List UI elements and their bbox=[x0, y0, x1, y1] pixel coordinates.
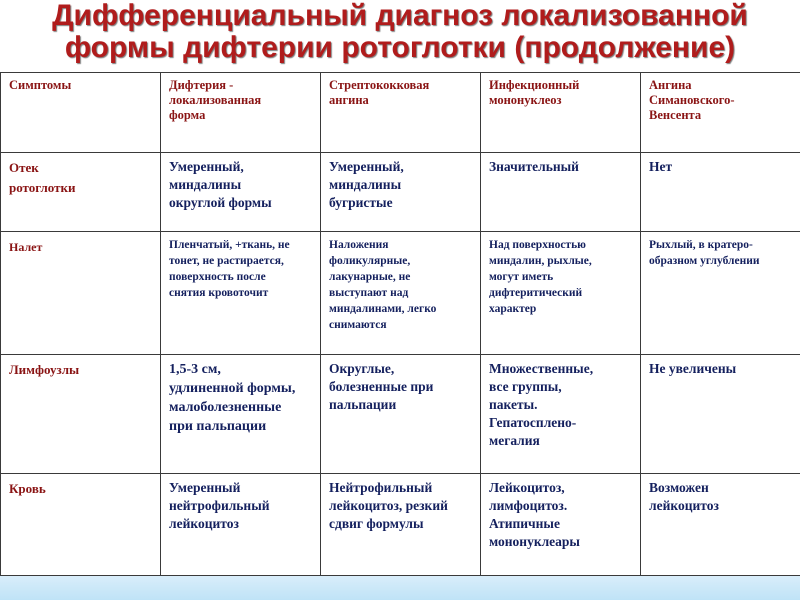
header-text: Симановского- bbox=[649, 93, 735, 107]
cell-text: мононуклеары bbox=[489, 534, 580, 549]
cell-text: снимаются bbox=[329, 319, 387, 331]
title-line-1: Дифференциальный диагноз локализованной bbox=[52, 0, 748, 32]
table-cell bbox=[161, 474, 321, 576]
table-row-lymph-nodes bbox=[1, 355, 800, 474]
cell-text: нейтрофильный bbox=[169, 498, 270, 513]
cell-text: лейкоцитоз bbox=[169, 516, 239, 531]
header-text: Инфекционный bbox=[489, 78, 580, 92]
cell-text: миндалин, рыхлые, bbox=[489, 255, 592, 267]
cell-text: Лейкоцитоз, bbox=[489, 480, 565, 495]
cell-text: удлиненной формы, bbox=[169, 381, 296, 396]
cell-text: Умеренный, bbox=[329, 159, 404, 174]
cell-text: дифтеритический bbox=[489, 287, 583, 299]
cell-text: 1,5-3 см, bbox=[169, 362, 221, 377]
cell-text: Возможен bbox=[649, 480, 709, 495]
cell-text: снятия кровоточит bbox=[169, 287, 269, 299]
table-cell bbox=[481, 232, 641, 355]
table-cell bbox=[481, 474, 641, 576]
table-cell bbox=[321, 474, 481, 576]
header-text: Дифтерия - bbox=[169, 78, 234, 92]
header-text: Симптомы bbox=[9, 78, 72, 92]
cell-text: миндалины bbox=[329, 177, 402, 192]
header-text: форма bbox=[169, 108, 206, 122]
cell-text: мегалия bbox=[489, 433, 540, 448]
table-cell bbox=[641, 474, 800, 576]
cell-text: лакунарные, не bbox=[329, 271, 411, 283]
cell-text: образном углублении bbox=[649, 255, 760, 267]
slide-title bbox=[0, 0, 800, 68]
cell-text: Умеренный, bbox=[169, 159, 244, 174]
cell-text: малоболезненные bbox=[169, 400, 282, 415]
cell-text: все группы, bbox=[489, 379, 562, 394]
cell-text: пальпации bbox=[329, 397, 397, 412]
header-text: Венсента bbox=[649, 108, 702, 122]
table-cell bbox=[481, 153, 641, 232]
cell-text: Нейтрофильный bbox=[329, 480, 433, 495]
table-cell bbox=[161, 153, 321, 232]
cell-text: Значительный bbox=[489, 159, 579, 174]
cell-text: бугристые bbox=[329, 195, 393, 210]
header-cell-strep-angina bbox=[321, 73, 481, 153]
cell-text: округлой формы bbox=[169, 195, 272, 210]
table-cell bbox=[321, 153, 481, 232]
header-row bbox=[1, 73, 800, 153]
cell-text: сдвиг формулы bbox=[329, 516, 424, 531]
row-label-text: Лимфоузлы bbox=[9, 362, 80, 377]
table-row-edema bbox=[1, 153, 800, 232]
cell-text: Гепатосплено- bbox=[489, 415, 577, 430]
cell-text: пакеты. bbox=[489, 397, 538, 412]
row-label-coating bbox=[1, 232, 161, 355]
cell-text: Рыхлый, в кратеро- bbox=[649, 239, 753, 251]
cell-text: лейкоцитоз, резкий bbox=[329, 498, 448, 513]
cell-text: миндалинами, легко bbox=[329, 303, 437, 315]
cell-text: лимфоцитоз. bbox=[489, 498, 568, 513]
row-label-text: Отек bbox=[9, 160, 39, 175]
cell-text: характер bbox=[489, 303, 537, 315]
table-cell bbox=[641, 153, 800, 232]
cell-text: лейкоцитоз bbox=[649, 498, 719, 513]
cell-text: при пальпации bbox=[169, 419, 267, 434]
differential-diagnosis-table bbox=[0, 72, 800, 576]
table-cell bbox=[161, 355, 321, 474]
table-cell bbox=[321, 232, 481, 355]
title-line-2: формы дифтерии ротоглотки (продолжение) bbox=[64, 31, 736, 64]
cell-text: Умеренный bbox=[169, 480, 241, 495]
header-cell-mononucleosis bbox=[481, 73, 641, 153]
header-text: Ангина bbox=[649, 78, 692, 92]
row-label-blood bbox=[1, 474, 161, 576]
row-label-text: Налет bbox=[9, 240, 43, 254]
cell-text: Округлые, bbox=[329, 361, 395, 376]
cell-text: поверхность после bbox=[169, 271, 266, 283]
header-cell-vincent-angina bbox=[641, 73, 800, 153]
header-text: локализованная bbox=[169, 93, 262, 107]
row-label-lymph-nodes bbox=[1, 355, 161, 474]
header-text: Стрептококковая bbox=[329, 78, 430, 92]
row-label-edema bbox=[1, 153, 161, 232]
header-text: мононуклеоз bbox=[489, 93, 562, 107]
row-label-text: Кровь bbox=[9, 481, 46, 496]
cell-text: миндалины bbox=[169, 177, 242, 192]
header-text: ангина bbox=[329, 93, 369, 107]
cell-text: Множественные, bbox=[489, 361, 594, 376]
cell-text: Наложения bbox=[329, 239, 389, 251]
table-cell bbox=[161, 232, 321, 355]
table-cell bbox=[641, 355, 800, 474]
cell-text: могут иметь bbox=[489, 271, 554, 283]
header-cell-symptoms bbox=[1, 73, 161, 153]
cell-text: Над поверхностью bbox=[489, 239, 586, 251]
header-cell-diphtheria bbox=[161, 73, 321, 153]
cell-text: Нет bbox=[649, 159, 673, 174]
table-row-blood bbox=[1, 474, 800, 576]
cell-text: Пленчатый, +ткань, не bbox=[169, 239, 290, 251]
row-label-text: ротоглотки bbox=[9, 180, 76, 195]
cell-text: тонет, не растирается, bbox=[169, 255, 284, 267]
cell-text: выступают над bbox=[329, 287, 409, 299]
table-cell bbox=[641, 232, 800, 355]
cell-text: фоликулярные, bbox=[329, 255, 411, 267]
cell-text: Атипичные bbox=[489, 516, 560, 531]
cell-text: Не увеличены bbox=[649, 361, 737, 376]
table-cell bbox=[321, 355, 481, 474]
table-row-coating bbox=[1, 232, 800, 355]
table-cell bbox=[481, 355, 641, 474]
cell-text: болезненные при bbox=[329, 379, 434, 394]
